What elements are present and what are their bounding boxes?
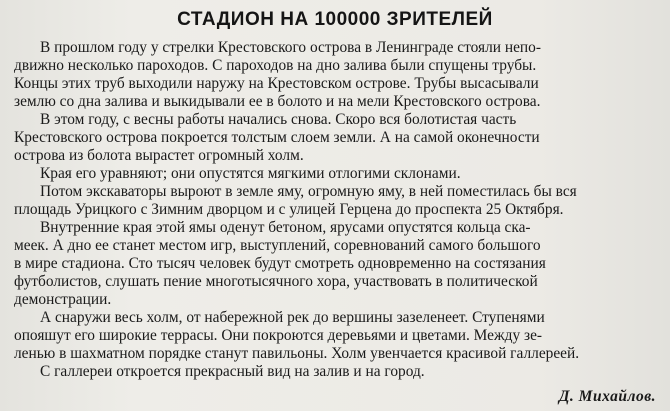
article-line: в мире стадиона. Сто тысяч человек будут смотреть одновременно на состязания [14,255,546,272]
article-line: футболистов, слушать пение многотысячного хора, участвовать в политической [14,273,538,290]
article-line: движно несколько пароходов. С пароходов на дно залива были спущены трубы. [14,57,537,74]
article-line: землю со дна залива и выкидывали ее в болото и на мели Крестовского острова. [14,93,541,110]
article-line: В прошлом году у стрелки Крестовского острова в Ленинграде стояли непо- [40,39,541,56]
article-line: А снаружи весь холм, от набережной рек до вершины зазеленеет. Ступенями [40,309,545,326]
article-line: площадь Урицкого с Зимним дворцом и с улицей Герцена до проспекта 25 Октября. [14,201,564,218]
article-line: Потом экскаваторы выроют в земле яму, огромную яму, в ней поместилась бы вся [40,183,577,200]
article-line: ленью в шахматном порядке станут павильоны. Холм увенчается красивой галлереей. [14,345,580,362]
author-signature: Д. Михайлов. [558,388,656,405]
article-line: острова из болота вырастет огромный холм. [14,147,304,164]
article-line: Крестовского острова покроется толстым слоем земли. А на самой оконечности [14,129,540,146]
article-line: Края его уравняют; они опустятся мягкими отлогими склонами. [40,165,461,182]
article-line: Концы этих труб выходили наружу на Крестовском острове. Трубы высасывали [14,75,539,92]
article-line: опояшут его широкие террасы. Они покроются деревьями и цветами. Между зе- [14,327,543,344]
article-line: меек. А дно ее станет местом игр, выступлений, соревнований самого большого [14,237,541,254]
article-line: С галлереи откроется прекрасный вид на залив и на город. [40,363,425,380]
article-line: Внутренние края этой ямы оденут бетоном, ярусами опустятся кольца ска- [40,219,531,236]
article-line: В этом году, с весны работы начались снова. Скоро вся болотистая часть [40,111,517,128]
article-line: демонстрации. [14,291,112,308]
article-title: СТАДИОН НА 100000 ЗРИТЕЛЕЙ [177,9,493,30]
